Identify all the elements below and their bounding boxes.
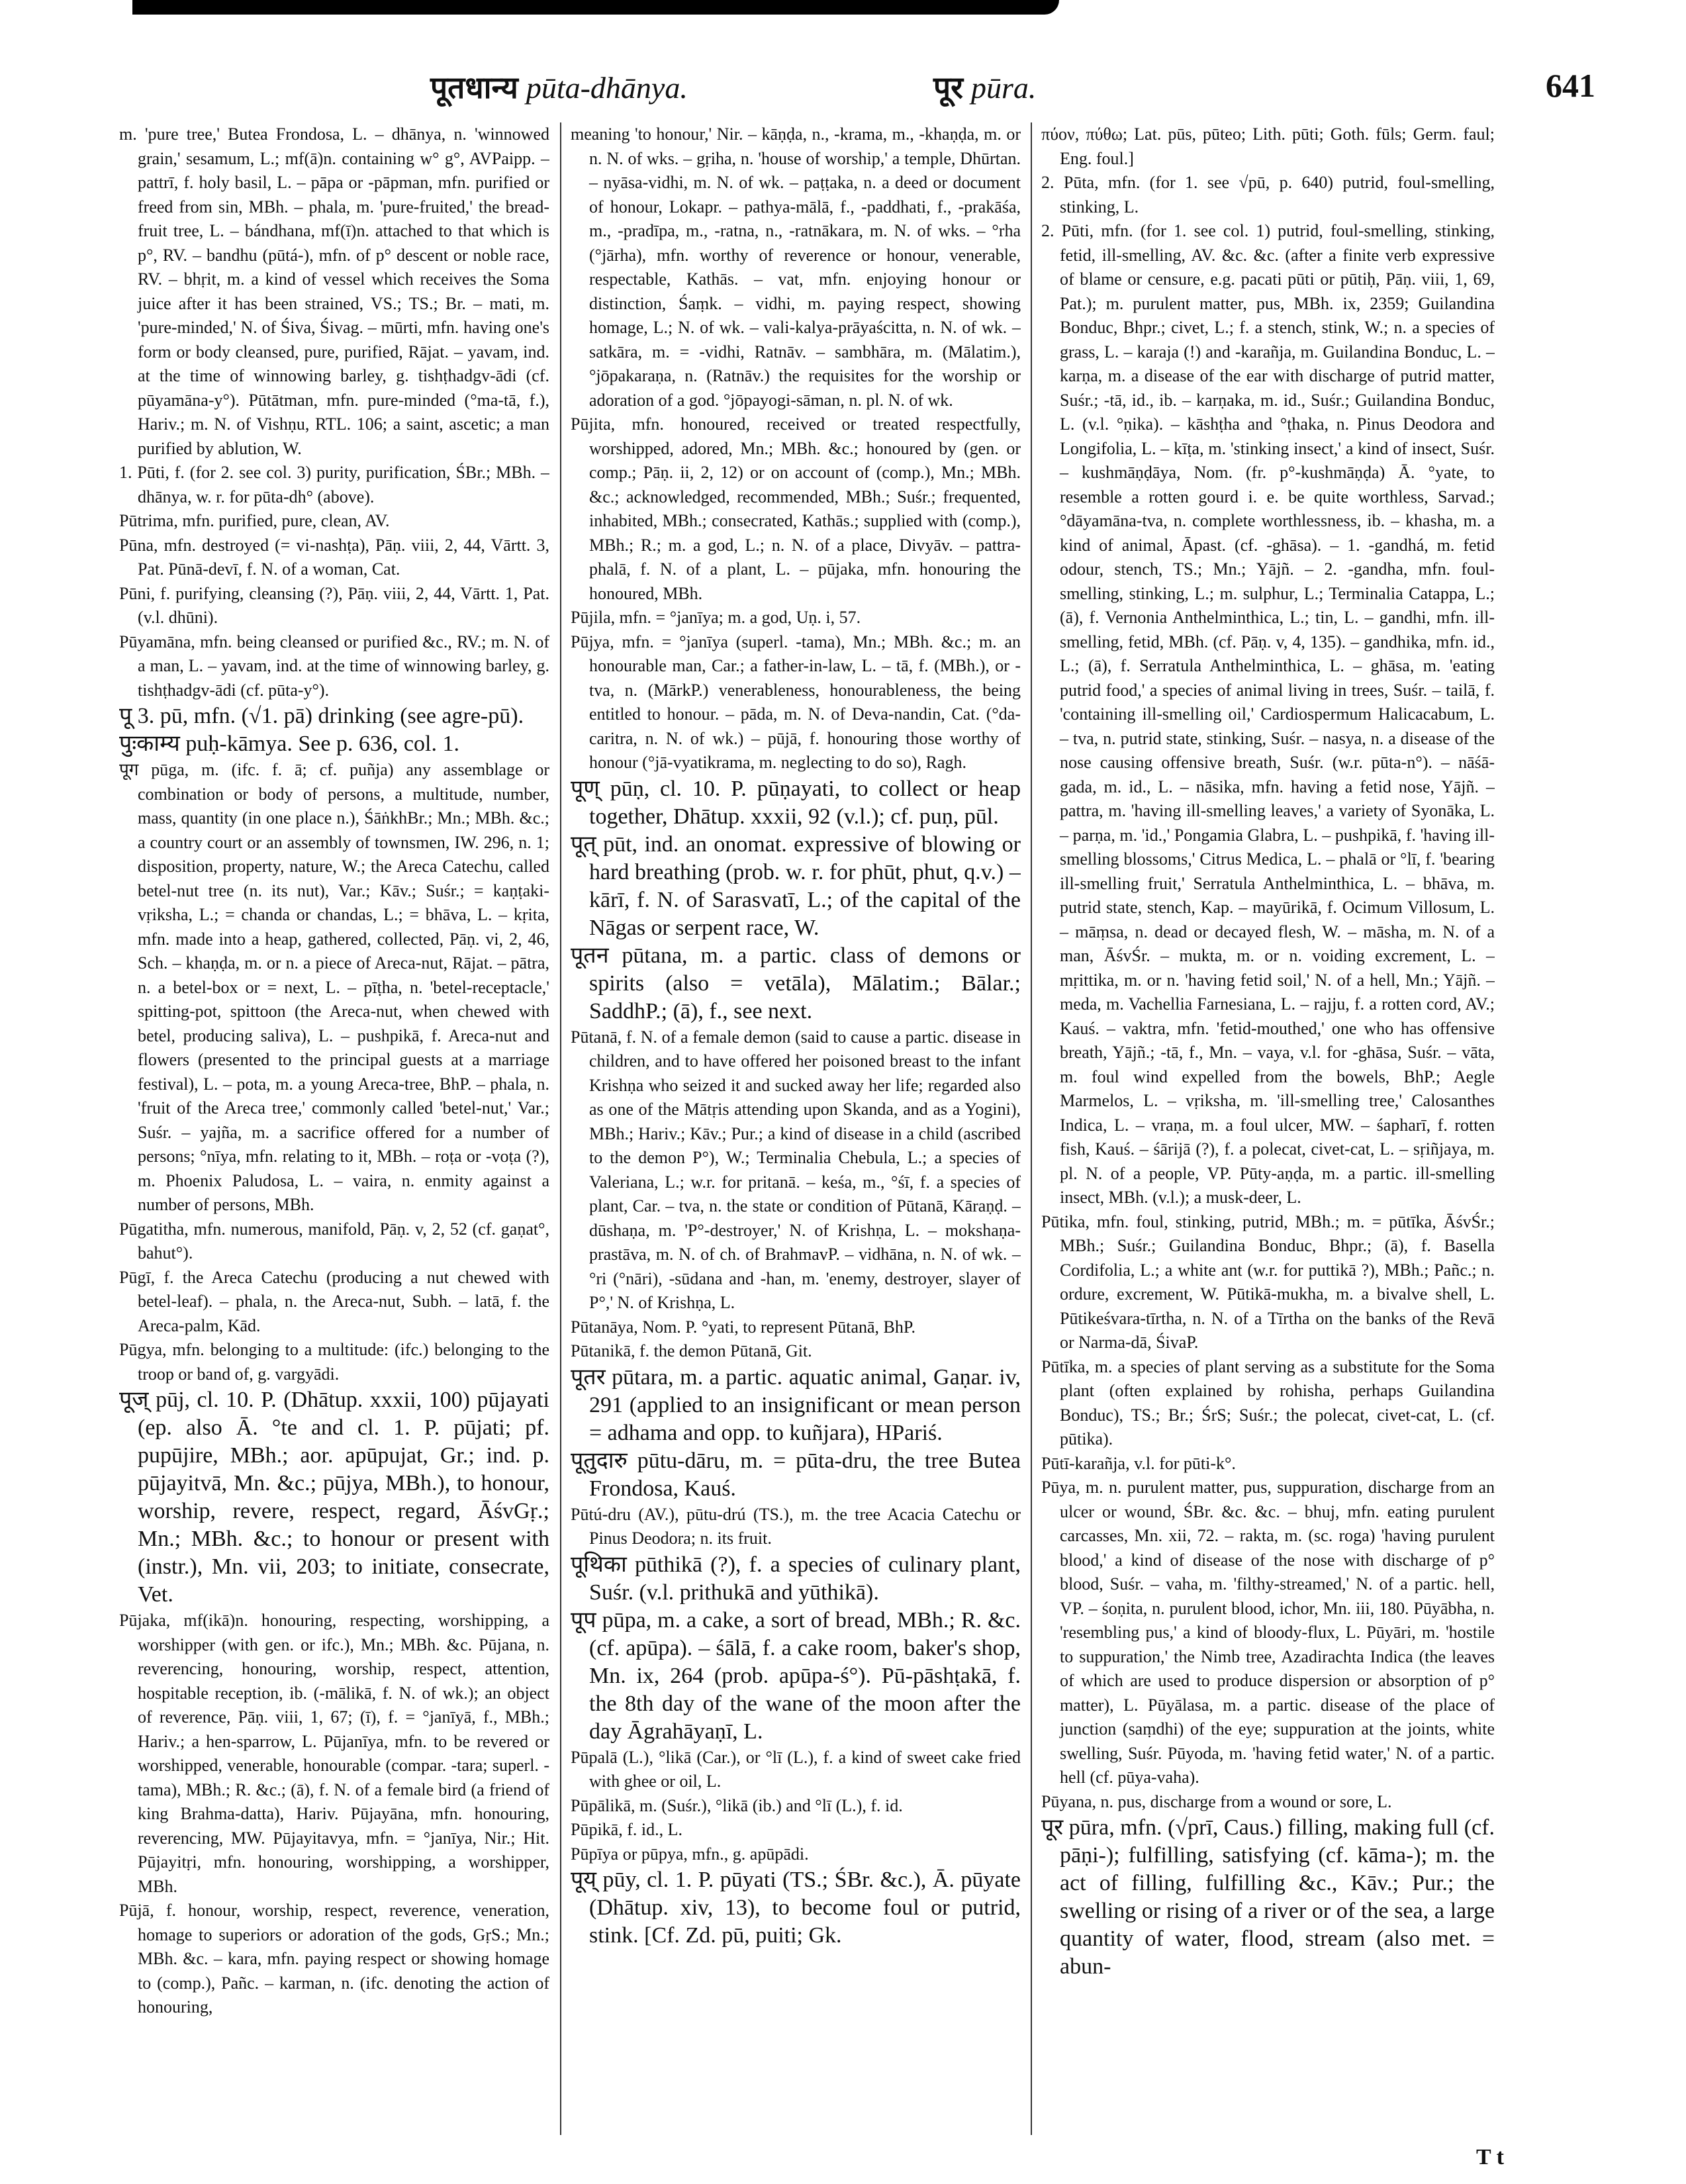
- dictionary-entry: Pūpīya or pūpya, mfn., g. apūpādi.: [571, 1844, 809, 1864]
- dictionary-entry: Pūyana, n. pus, discharge from a wound or sore, L.: [1041, 1791, 1392, 1811]
- dictionary-entry: Pūtīka, m. a species of plant serving as a substitute for the Soma plant (often explained by rohisha, perhaps Guilandina Bonduc), TS.; Br.; ŚrS; Suśr.; the polecat, civet-cat, L. (cf. pūtika).: [1041, 1356, 1495, 1448]
- signature-mark: T t: [1476, 2145, 1504, 2169]
- dictionary-entry: 2. Pūti, mfn. (for 1. see col. 1) putrid, foul-smelling, stinking, fetid, ill-smelling, AV. &c. &c. (after a finite verb expressive of blame or censure, e.g. pacati pūti or pūtiḥ, Pāṇ. viii, 1, 69, Pat.); m. purulent matter, pus, MBh. ix, 2359; Guilandina Bonduc, Bhpr.; civet, L.; f. a stench, stink, W.; n. a species of grass, L. – karaja (!) and -karañja, m. Guilandina Bonduc, L. – karṇa, m. a disease of the ear with discharge of putrid matter, Suśr.; -tā, id., ib. – karṇaka, m. id., Suśr.; Guilandina Bonduc, L. (v.l. °ṇika). – kāshṭha and °ṭhaka, n. Pinus Deodora and Longifolia, L. – kīṭa, m. 'stinking insect,' a kind of insect, Suśr. – kushmāṇḍāya, Nom. (fr. p°-kushmāṇḍa) Ā. °yate, to resemble a rotten gourd i. e. be quite worthless, Sarvad.; °dāyamāna-tva, n. complete worthlessness, ib. – khasha, m. a kind of animal, Āpast. (cf. -ghāsa). – 1. -gandhá, m. fetid odour, stench, TS.; Mn.; Yājñ. – 2. -gandha, mfn. foul-smelling, stinking, L.; m. sulphur, L.; Terminalia Catappa, L.; (ā), f. Vernonia Anthelminthica, L.; tin, L. – gandhi, mfn. ill-smelling, fetid, MBh. (cf. Pāṇ. v, 4, 135). – gandhika, mfn. id., L.; (ā), f. Serratula Anthelminthica, L. – ghāsa, m. 'eating putrid food,' a species of animal living in trees, Suśr. – tailā, f. 'containing ill-smelling oil,' Cardiospermum Halicacabum, L. – tva, n. putrid state, stinking, Suśr. – nasya, n. a disease of the nose causing offensive breath, Suśr. (w.r. pūta-n°). – nāśā-gada, m. id., L. – nāsika, mfn. having a fetid nose, Yājñ. – pattra, m. 'having ill-smelling leaves,' a variety of Syonāka, L. – parṇa, m. 'id.,' Pongamia Glabra, L. – pushpikā, f. 'having ill-smelling blossoms,' Citrus Medica, L. – phalā or °lī, f. 'bearing ill-smelling fruit,' Serratula Anthelminthica, L. – bhāva, m. putrid state, stench, Kap. – mayūrikā, f. Ocimum Villosum, L. – māṃsa, n. dead or decayed flesh, W. – māsha, m. N. of a man, ĀśvŚr. – mukta, m. or n. voiding excrement, L. – mṛittika, m. or n. 'having fetid soil,' N. of a hell, Mn.; Yājñ. – meda, m. Vachellia Farnesiana, L. – rajju, f. a rotten cord, AV.; Kauś. – vaktra, mfn. 'fetid-mouthed,' one who has offensive breath, Yājñ.; -tā, f., Mn. – vaya, v.l. for -ghāsa, Suśr. – vāta, m. foul wind expelled from the bowels, BhP.; Aegle Marmelos, L. – vṛiksha, m. 'ill-smelling tree,' Calosanthes Indica, L. – vraṇa, m. a foul ulcer, MW. – śapharī, f. rotten fish, Kauś. – śārijā (?), f. a polecat, civet-cat, L. – sṛiñjaya, m. pl. N. of a people, VP. Pūty-aṇḍa, m. a partic. ill-smelling insect, MBh. (v.l.); a musk-deer, L.: [1041, 221, 1495, 1207]
- dictionary-entry: Pūtanikā, f. the demon Pūtanā, Git.: [571, 1341, 812, 1360]
- column-2: [571, 122, 1021, 2135]
- dictionary-entry: Pūjita, mfn. honoured, received or treated respectfully, worshipped, adored, Mn.; MBh. &c.; honoured by (gen. or comp.; Pāṇ. ii, 2, 12) or on account of (comp.), Mn.; MBh. &c.; acknowledged, recommended, MBh.; Suśr.; frequented, inhabited, MBh.; consecrated, Kathās.; supplied with (comp.), MBh.; R.; m. a god, L.; n. N. of a place, Divyāv. – pattra-phalā, f. N. of a plant, L. – pūjaka, mfn. honouring the honoured, MBh.: [571, 414, 1021, 603]
- scan-edge-bar: [132, 0, 1059, 15]
- dictionary-entry: m. 'pure tree,' Butea Frondosa, L. – dhānya, n. 'winnowed grain,' sesamum, L.; mf(ā)n. containing w° g°, AVPaipp. – pattrī, f. holy basil, L. – pāpa or -pāpman, mfn. purified or freed from sin, MBh. – phala, m. 'pure-fruited,' the bread-fruit tree, L. – bándhana, mf(ī)n. attached to that which is p°, RV. – bandhu (pūtá-), mfn. of p° descent or noble race, RV. – bhṛit, m. a kind of vessel which receives the Soma juice after it has been strained, VS.; TS.; Br. – mati, m. 'pure-minded,' N. of Śiva, Śivag. – mūrti, mfn. having one's form or body cleansed, pure, purified, Rājat. – yavam, ind. at the time of winnowing barley, g. tishṭhadgv-ādi (cf. pūyamāna-y°). Pūtātman, mfn. pure-minded (°ma-tā, f.), Hariv.; m. N. of Vishṇu, RTL. 106; a saint, ascetic; a man purified by ablution, W.: [119, 124, 549, 458]
- dictionary-entry: 2. Pūta, mfn. (for 1. see √pū, p. 640) putrid, foul-smelling, stinking, L.: [1041, 173, 1495, 216]
- dictionary-entry: Pūjā, f. honour, worship, respect, reverence, veneration, homage to superiors or adoration of the gods, GṛS.; Mn.; MBh. &c. – kara, mfn. paying respect or showing homage to (comp.), Pañc. – karman, n. (ifc. denoting the action of honouring,: [119, 1901, 549, 2017]
- dictionary-entry: meaning 'to honour,' Nir. – kāṇḍa, n., -krama, m., -khaṇḍa, m. or n. N. of wks. – gṛiha, n. 'house of worship,' a temple, Dhūrtan. – nyāsa-vidhi, m. N. of wk. – paṭṭaka, n. a deed or document of honour, Lokapr. – pathya-mālā, f., -paddhati, f., -prakāśa, m., -pradīpa, m., -ratna, n., -ratnākara, m. N. of wks. – °rha (°jārha), mfn. worthy of reverence or honour, venerable, respectable, Kathās. – vat, mfn. enjoying honour or distinction, Śaṃk. – vidhi, m. paying respect, showing homage, L.; N. of wk. – vali-kalya-prāyaścitta, n. N. of wk. – satkāra, m. = -vidhi, Ratnāv. – sambhāra, m. (Mālatim.), °jōpakaraṇa, n. (Ratnāv.) the requisites for the worship or adoration of a god. °jōpayogi-sāman, n. pl. N. of wk.: [571, 124, 1021, 410]
- dictionary-entry: पूतुदारु pūtu-dāru, m. = pūta-dru, the tree Butea Frondosa, Kauś.: [571, 1448, 1021, 1501]
- dictionary-entry: Pūni, f. purifying, cleansing (?), Pāṇ. viii, 2, 44, Vārtt. 1, Pat. (v.l. dhūni).: [119, 583, 549, 627]
- column-divider-2: [1031, 122, 1032, 2135]
- dictionary-entry: Pūjaka, mf(ikā)n. honouring, respecting, worshipping, a worshipper (with gen. or ifc.), Mn.; MBh. &c. Pūjana, n. reverencing, honouring, worship, respect, attention, hospitable reception, ib. (-mālikā, f. N. of wk.); an object of reverence, Pāṇ. viii, 1, 67; (ī), f. = °janīyā, f., MBh.; Hariv.; a hen-sparrow, L. Pūjanīya, mfn. to be revered or worshipped, venerable, honourable (compar. -tara; superl. -tama), MBh.; R. &c.; (ā), f. N. of a female bird (a friend of king Brahma-datta), Hariv. Pūjayāna, mfn. honouring, reverencing, MW. Pūjayitavya, mfn. = °janīya, Nir.; Hit. Pūjayitṛi, mfn. honouring, worshipping, a worshipper, MBh.: [119, 1611, 549, 1896]
- dictionary-entry: पूत् pūt, ind. an onomat. expressive of blowing or hard breathing (prob. w. r. for phūt, phut, q.v.) – kārī, f. N. of Sarasvatī, L.; of the capital of the Nāgas or serpent race, W.: [571, 831, 1021, 940]
- left-running-head: [430, 66, 688, 107]
- center-running-head: [933, 66, 1036, 107]
- dictionary-entry: Pūgī, f. the Areca Catechu (producing a nut chewed with betel-leaf). – phala, n. the Areca-nut, Subh. – latā, f. the Areca-palm, Kād.: [119, 1267, 549, 1335]
- dictionary-entry: 1. Pūti, f. (for 2. see col. 3) purity, purification, ŚBr.; MBh. – dhānya, w. r. for pūta-dh° (above).: [119, 463, 549, 506]
- dictionary-entry: पूतन pūtana, m. a partic. class of demons or spirits (also = vetāla), Mālatim.; Bālar.; SaddhP.; (ā), f., see next.: [571, 943, 1021, 1023]
- dictionary-entry: पू 3. pū, mfn. (√1. pā) drinking (see agre-pū).: [119, 704, 524, 728]
- dictionary-entry: Pūtika, mfn. foul, stinking, putrid, MBh.; m. = pūtīka, ĀśvŚr.; MBh.; Suśr.; Guilandina Bonduc, Bhpr.; (ā), f. Basella Cordifolia, L.; a white ant (w.r. for puttikā ?), MBh.; Pañc.; n. ordure, excrement, W. Pūtikā-mukha, m. a bivalve shell, L. Pūtikeśvara-tīrtha, n. N. of a Tīrtha on the banks of the Revā or Narma-dā, ŚivaP.: [1041, 1211, 1495, 1352]
- dictionary-entry: Pūjya, mfn. = °janīya (superl. -tama), Mn.; MBh. &c.; m. an honourable man, Car.; a father-in-law, L. – tā, f. (MBh.), or -tva, n. (MārkP.) venerableness, honourableness, the being entitled to honour. – pāda, m. N. of Deva-nandin, Cat. (°da-caritra, n. N. of wk.) – pūjā, f. honouring those worthy of honour (°jā-vyatikrama, m. neglecting to do so), Ragh.: [571, 632, 1021, 772]
- left-head-devanagari: पूतधान्य: [430, 71, 518, 105]
- dictionary-entry: Pūtú-dru (AV.), pūtu-drú (TS.), m. the tree Acacia Catechu or Pinus Deodora; n. its fruit.: [571, 1504, 1021, 1548]
- dictionary-entry: Pūyamāna, mfn. being cleansed or purified &c., RV.; m. N. of a man, L. – yavam, ind. at the time of winnowing barley, g. tishṭhadgv-ādi (cf. pūta-y°).: [119, 632, 549, 700]
- column-3: [1041, 122, 1495, 2135]
- dictionary-entry: Pūpalā (L.), °likā (Car.), or °lī (L.), f. a kind of sweet cake fried with ghee or oil, L.: [571, 1747, 1021, 1791]
- dictionary-entry: पूय् pūy, cl. 1. P. pūyati (TS.; ŚBr. &c.), Ā. pūyate (Dhātup. xiv, 13), to become foul or putrid, stink. [Cf. Zd. pū, puiti; Gk.: [571, 1868, 1021, 1948]
- dictionary-entry: Pūtanā, f. N. of a female demon (said to cause a partic. disease in children, and to have offered her poisoned breast to the infant Krishṇa who seized it and sucked away her life; regarded also as one of the Mātṛis attending upon Skanda, and as a Yogini), MBh.; Hariv.; Kāv.; Pur.; a kind of disease in a child (ascribed to the demon P°), W.; Terminalia Chebula, L.; a species of Valeriana, L.; w.r. for pritanā. – keśa, m., °śī, f. a species of plant, Car. – tva, n. the state or condition of Pūtanā, Kāraṇḍ. – dūshaṇa, m. 'P°-destroyer,' N. of Krishṇa, L. – mokshaṇa-prastāva, m. N. of ch. of BrahmavP. – vidhāna, n. N. of wk. – °ri (°nāri), -sūdana and -han, m. 'enemy, destroyer, slayer of P°,' N. of Krishṇa, L.: [571, 1027, 1021, 1312]
- dictionary-entry: Pūgya, mfn. belonging to a multitude: (ifc.) belonging to the troop or band of, g. vargyādi.: [119, 1340, 549, 1384]
- dictionary-entry: पूतर pūtara, m. a partic. aquatic animal, Gaṇar. iv, 291 (applied to an insignificant or mean person = adhama and opp. to kuñjara), HPariś.: [571, 1364, 1021, 1445]
- dictionary-entry: पूज् pūj, cl. 10. P. (Dhātup. xxxii, 100) pūjayati (ep. also Ā. °te and cl. 1. P. pūjati; pf. pupūjire, MBh.; aor. apūpujat, Gr.; ind. p. pūjayitvā, Mn. &c.; pūjya, MBh.), to honour, worship, revere, respect, regard, ĀśvGṛ.; Mn.; MBh. &c.; to honour or present with (instr.), Mn. vii, 203; to initiate, consecrate, Vet.: [119, 1388, 549, 1607]
- column-divider-1: [560, 122, 561, 2135]
- dictionary-entry: पुःकाम्य puḥ-kāmya. See p. 636, col. 1.: [119, 732, 459, 756]
- column-1: [119, 122, 549, 2135]
- dictionary-entry: पूर pūra, mfn. (√prī, Caus.) filling, making full (cf. pāṇi-); fulfilling, satisfying (cf. kāma-); m. the act of filling, fulfilling &c., Kāv.; Pur.; the swelling or rising of a river or of the sea, a large quantity of water, flood, stream (also met. = abun-: [1041, 1815, 1495, 1979]
- dictionary-entry: Pūya, m. n. purulent matter, pus, suppuration, discharge from an ulcer or wound, ŚBr. &c. &c. – bhuj, mfn. eating purulent carcasses, Mn. xii, 72. – rakta, m. (sc. roga) 'having purulent blood,' a kind of disease of the nose with discharge of p° blood, Suśr. – vaha, m. 'filthy-streamed,' N. of a partic. hell, VP. – śoṇita, n. purulent blood, ichor, Mn. iii, 180. Pūyābha, n. 'resembling pus,' a kind of bloody-flux, L. Pūyāri, m. 'hostile to suppuration,' the Nimb tree, Azadirachta Indica (the leaves of which are used to produce dispersion or absorption of p° matter), L. Pūyālasa, m. a partic. disease of the place of junction (saṃdhi) of the eye; suppuration at the joints, white swelling, Suśr. Pūyoda, m. 'having fetid water,' N. of a partic. hell (cf. pūya-vaha).: [1041, 1478, 1495, 1787]
- dictionary-entry: Pūtanāya, Nom. P. °yati, to represent Pūtanā, BhP.: [571, 1317, 915, 1337]
- dictionary-entry: Pūpālikā, m. (Suśr.), °likā (ib.) and °lī (L.), f. id.: [571, 1795, 903, 1815]
- page-number: 641: [1546, 67, 1595, 104]
- center-head-translit: pūra.: [970, 71, 1037, 105]
- dictionary-entry: Pūtrima, mfn. purified, pure, clean, AV.: [119, 511, 390, 530]
- dictionary-entry: पूग pūga, m. (ifc. f. ā; cf. puñja) any assemblage or combination or body of persons, a multitude, number, mass, quantity (in one place n.), ŚāṅkhBr.; Mn.; MBh. &c.; a country court or an assembly of townsmen, IW. 296, n. 1; disposition, property, nature, W.; the Areca Catechu, called betel-nut tree (n. its nut), Var.; Kāv.; Suśr.; = kaṇṭaki-vṛiksha, L.; = chanda or chandas, L.; = bhāva, L. – kṛita, mfn. made into a heap, gathered, collected, Pāṇ. vi, 2, 46, Sch. – khaṇḍa, m. or n. a piece of Areca-nut, Rājat. – pātra, n. a betel-box or = next, L. – pīṭha, n. 'betel-receptacle,' spitting-pot, spittoon (the Areca-nut, when chewed with betel, producing saliva), L. – pushpikā, f. Areca-nut and flowers (presented to the principal guests at a marriage festival), L. – pota, m. a young Areca-tree, BhP. – phala, n. 'fruit of the Areca tree,' commonly called 'betel-nut,' Var.; Suśr. – yajña, m. a sacrifice offered for a number of persons; °nīya, mfn. relating to it, MBh. – roṭa or -voṭa (?), m. Phoenix Paludosa, L. – vaira, n. enmity against a number of persons, MBh.: [119, 760, 549, 1214]
- dictionary-entry: पूण् pūṇ, cl. 10. P. pūṇayati, to collect or heap together, Dhātup. xxxii, 92 (v.l.); cf. puṇ, pūl.: [571, 776, 1021, 829]
- center-head-devanagari: पूर: [933, 71, 963, 105]
- dictionary-entry: पूथिका pūthikā (?), f. a species of culinary plant, Suśr. (v.l. prithukā and yūthikā).: [571, 1552, 1021, 1605]
- dictionary-entry: Pūtī-karañja, v.l. for pūti-k°.: [1041, 1453, 1236, 1473]
- dictionary-entry: Pūna, mfn. destroyed (= vi-nashṭa), Pāṇ. viii, 2, 44, Vārtt. 3, Pat. Pūnā-devī, f. N. of a woman, Cat.: [119, 535, 549, 579]
- dictionary-entry: पूप pūpa, m. a cake, a sort of bread, MBh.; R. &c. (cf. apūpa). – śālā, f. a cake room, baker's shop, Mn. ix, 264 (prob. apūpa-ś°). Pū-pāshṭakā, f. the 8th day of the wane of the moon after the day Āgrahāyaṇī, L.: [571, 1607, 1021, 1744]
- dictionary-entry: Pūpikā, f. id., L.: [571, 1820, 682, 1839]
- page-header: [119, 66, 1595, 119]
- left-head-translit: pūta-dhānya.: [526, 71, 688, 105]
- dictionary-entry: πύον, πύθω; Lat. pūs, pūteo; Lith. pūti; Goth. fūls; Germ. faul; Eng. foul.]: [1041, 124, 1495, 168]
- dictionary-entry: Pūjila, mfn. = °janīya; m. a god, Uṇ. i, 57.: [571, 608, 861, 627]
- dictionary-entry: Pūgatitha, mfn. numerous, manifold, Pāṇ. v, 2, 52 (cf. gaṇat°, bahut°).: [119, 1219, 549, 1262]
